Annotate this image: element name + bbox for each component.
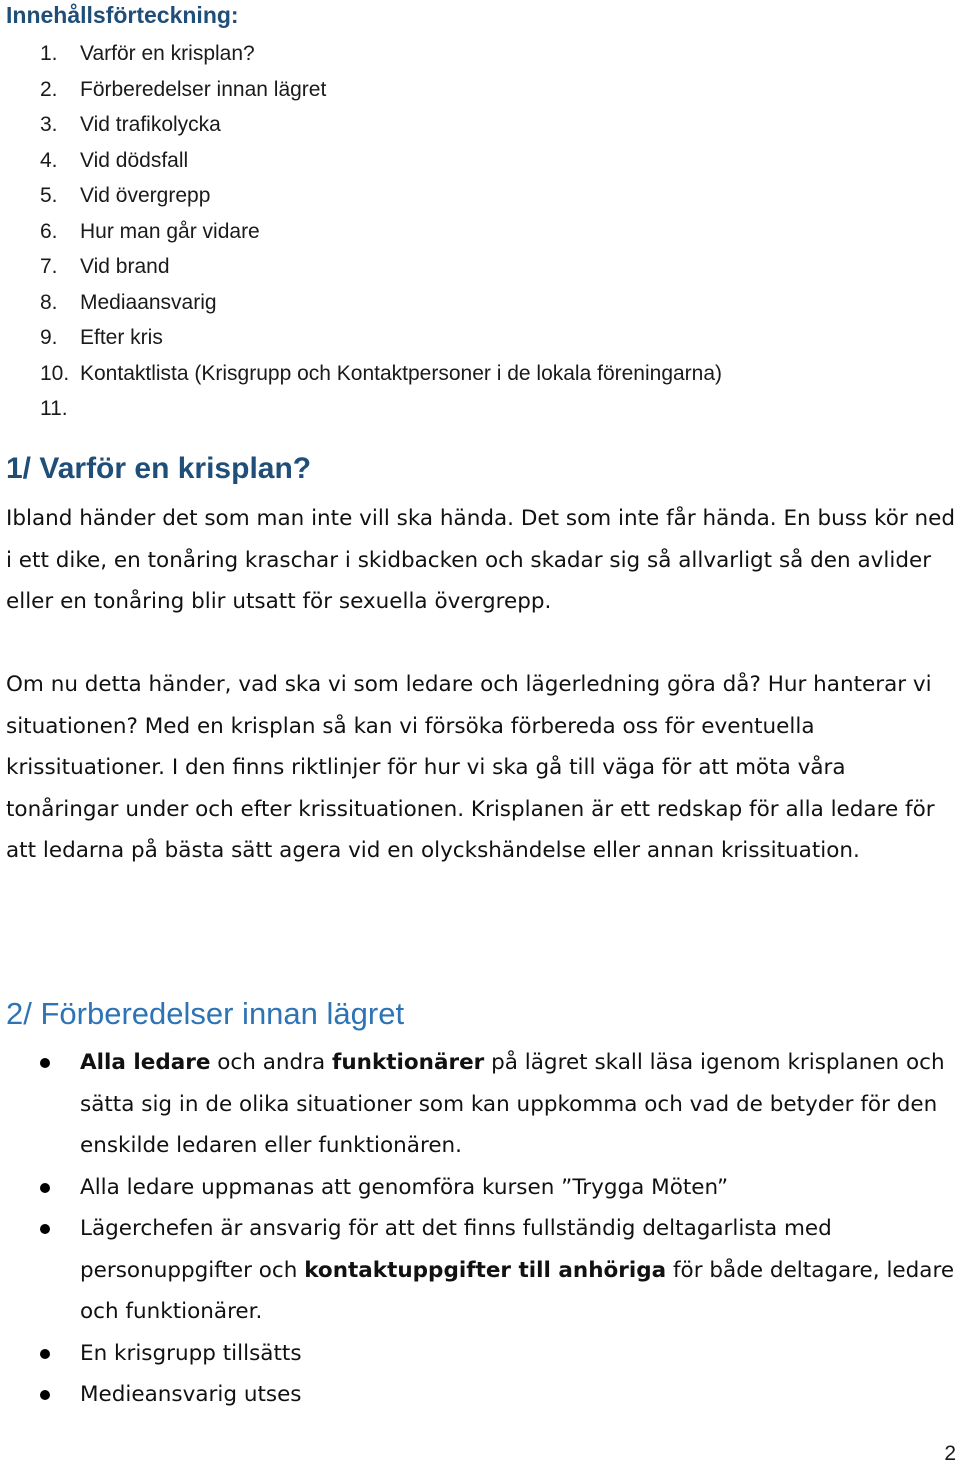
bullet-dot-icon <box>40 1224 50 1234</box>
toc-item-text: Kontaktlista (Krisgrupp och Kontaktpersoner i de lokala föreningarna) <box>80 361 723 385</box>
toc-item-text: Mediaansvarig <box>80 290 217 314</box>
toc-item-text: Förberedelser innan lägret <box>80 77 327 101</box>
bullet-item <box>0 1208 960 1333</box>
page-number: 2 <box>944 1442 956 1465</box>
section1-paragraph-2: Om nu detta händer, vad ska vi som ledare och lägerledning göra då? Hur hanterar vi situationen? Med en krisplan så kan vi försöka förbereda oss för eventuella krissituationer. I den finns riktlinjer för hur vi ska gå till väga för att möta våra tonåringar under och efter krissituationen. Krisplanen är ett redskap för alla ledare för att ledarna på bästa sätt agera vid en olyckshändelse eller annan krissituation. <box>6 672 935 863</box>
toc-item-text: Varför en krisplan? <box>80 42 255 65</box>
toc-item-number: 8. <box>40 290 58 314</box>
toc-item-number: 6. <box>40 219 58 243</box>
bullet-text: och andra <box>210 1050 332 1075</box>
toc-item-number: 7. <box>40 255 58 278</box>
bullet-dot-icon <box>40 1390 50 1400</box>
toc-title: Innehållsförteckning: <box>6 2 239 28</box>
toc-item-number: 3. <box>40 113 58 136</box>
section1-paragraph-1: Ibland händer det som man inte vill ska hända. Det som inte får hända. En buss kör ned i ett dike, en tonåring kraschar i skidbacken och skadar sig så allvarligt så den avlider eller en tonåring blir utsatt för sexuella övergrepp. <box>6 506 956 614</box>
bullet-dot-icon <box>40 1058 50 1068</box>
bullet-dot-icon <box>40 1183 50 1193</box>
toc-item-text: Hur man går vidare <box>80 219 260 243</box>
toc-item-number: 2. <box>40 77 58 101</box>
bullet-item <box>0 1333 960 1375</box>
section2-heading: 2/ Förberedelser innan lägret <box>6 996 405 1031</box>
bullet-text: för både deltagare, ledare och funktionärer. <box>80 1257 955 1324</box>
section1-heading: 1/ Varför en krisplan? <box>6 452 312 485</box>
bullet-text: på lägret skall läsa igenom krisplanen och sätta sig in de olika situationer som kan uppkomma och vad de betyder för den enskilde ledaren eller funktionären. <box>80 1050 945 1158</box>
preparation-bullet-list <box>0 1042 960 1416</box>
toc-item-text: Efter kris <box>80 326 163 349</box>
toc-item-text: Vid trafikolycka <box>80 113 221 136</box>
toc-item-number: 5. <box>40 184 58 207</box>
bullet-text: En krisgrupp tillsätts <box>80 1340 302 1366</box>
bullet-item <box>0 1167 960 1209</box>
toc-item-number: 4. <box>40 148 58 172</box>
bullet-text: Alla ledare uppmanas att genomföra kursen ”Trygga Möten” <box>80 1174 729 1200</box>
toc-item-number: 11. <box>40 397 68 420</box>
toc-item-number: 9. <box>40 326 58 349</box>
bullet-dot-icon <box>40 1349 50 1359</box>
bullet-item <box>0 1374 960 1416</box>
bullet-bold-text: kontaktuppgifter till anhöriga <box>304 1257 667 1283</box>
toc-item-number: 10. <box>40 361 70 385</box>
toc-item-text: Vid dödsfall <box>80 148 189 172</box>
bullet-bold-text: funktionärer <box>332 1050 485 1075</box>
bullet-text: Medieansvarig utses <box>80 1382 302 1407</box>
toc-item-text: Vid brand <box>80 255 170 278</box>
toc-item-number: 1. <box>40 42 58 65</box>
bullet-text: Lägerchefen är ansvarig för att det finns fullständig deltagarlista med personuppgifter och <box>80 1216 832 1283</box>
bullet-bold-text: Alla ledare <box>80 1050 211 1075</box>
toc-item-text: Vid övergrepp <box>80 184 211 207</box>
bullet-item <box>0 1042 960 1167</box>
